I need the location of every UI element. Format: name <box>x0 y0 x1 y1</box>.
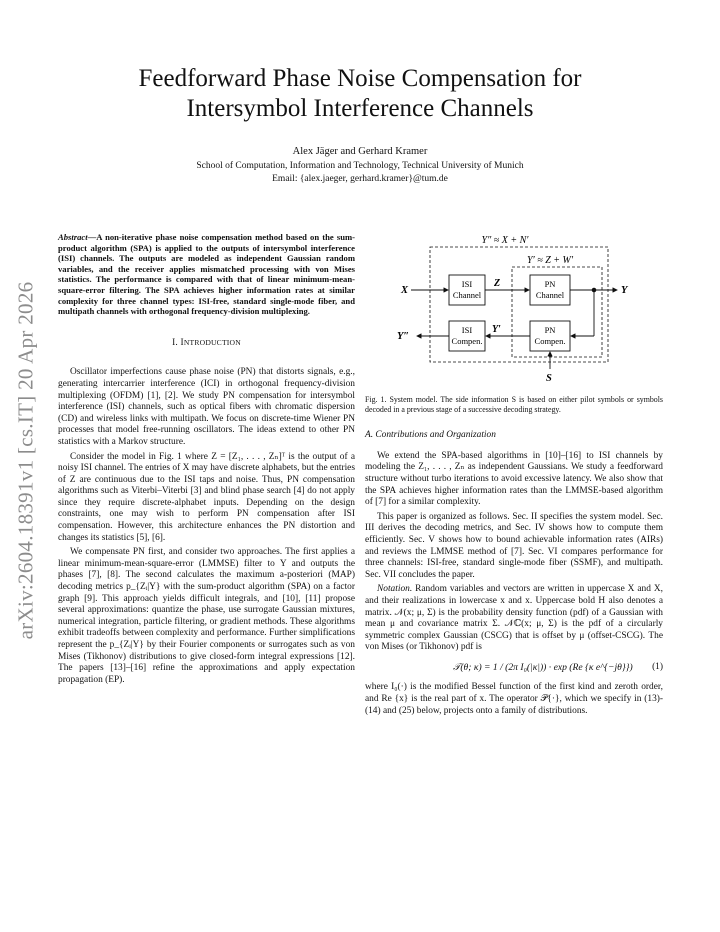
affiliation: School of Computation, Information and Technology, Technical University of Munich <box>196 161 524 171</box>
abstract-label: Abstract <box>58 232 88 242</box>
label-y-prime: Y′ <box>492 324 501 335</box>
label-top-approx: Y″ ≈ X + N′ <box>481 235 529 246</box>
label-s: S <box>546 373 552 384</box>
arxiv-id-text: arXiv:2604.18391v1 [cs.IT] 20 Apr 2026 <box>13 281 38 639</box>
subsection-heading-a: A. Contributions and Organization <box>365 430 496 441</box>
authors: Alex Jäger and Gerhard Kramer <box>292 146 428 157</box>
paper-title <box>60 64 660 124</box>
section-title-initial: I <box>180 337 184 348</box>
intro-paragraph-3: We compensate PN first, and consider two approaches. The first applies a linear minimum-mean-square-error (LMMSE) filter to Y and outputs the phases [7], [8]. The second calculates the maximum a-posteriori (MAP) decoding metrics p_{Zᵢ|Y} with the sum-product algorithm (SPA) on a factor graph [9]. This approach yields difficult integrals, and [10], [11] propose several approximations: quantize the phase, use surrogate Gaussian mixtures, numerical integration, particle filtering, or gradient methods. These algorithms exhibit tradeoffs between complexity and performance. Further simplifications represent the p_{Zᵢ|Y} by their Fourier components or surrogates such as von Mises (Tikhonov) distributions to give closed-form integral expressions [12]. The papers [13]–[16] refine the approximations and apply expectation propagation (EP). <box>58 547 355 685</box>
system-model-figure <box>365 231 663 389</box>
arxiv-identifier <box>6 250 46 670</box>
title-line-2: Intersymbol Interference Channels <box>186 95 534 122</box>
label-z: Z <box>494 278 501 289</box>
right-column <box>365 231 663 717</box>
label-x: X <box>401 285 409 296</box>
pn-compen-label-1: PN <box>544 325 556 335</box>
system-model-diagram <box>365 231 663 389</box>
email: Email: {alex.jaeger, gerhard.kramer}@tum.de <box>272 174 448 184</box>
equation-1 <box>365 662 663 674</box>
figure-caption: Fig. 1. System model. The side information S is based on either pilot symbols or symbols decoded in a previous stage of a successive decoding strategy. <box>365 395 663 414</box>
abstract-text: —A non-iterative phase noise compensation method based on the sum-product algorithm (SPA) is applied to the outputs of intersymbol interference (ISI) channels. The outputs are modeled as independent Gaussian random variables, and the receiver applies mismatched processing with von Mises statistics. The performance is compared with that of linear minimum-mean-square-error filtering. The SPA achieves higher information rates at similar complexity for three channel types: ISI-free, standard single-mode fiber, and multipath channels with orthogonal frequency-division multiplexing. <box>58 232 355 317</box>
intro-paragraph-2: Consider the model in Fig. 1 where Z = [Z₁, . . . , Zₙ]ᵀ is the output of a noisy ISI channel. The entries of X may have discrete alphabets, but the entries of Z are continuous due to the ISI taps and noise. Thus, PN compensation algorithms such as Viterbi–Viterbi [3] and blind phase search [4] do not apply since they require discrete-alphabet inputs. Depending on the design constraints, one may wish to perform PN compensation after ISI compensation. However, this architecture enhances the PN distortion and changes its statistics [5], [6]. <box>58 451 355 543</box>
equation-body: 𝒯(θ; κ) = 1 / (2π I₀(|κ|)) · exp (Re {κ e^{−jθ}}) <box>453 661 633 673</box>
title-line-1: Feedforward Phase Noise Compensation for <box>138 65 582 92</box>
section-heading-introduction <box>58 337 355 350</box>
pn-channel-label-2: Channel <box>535 290 565 300</box>
label-y: Y <box>621 285 628 296</box>
equation-number: (1) <box>652 661 663 672</box>
notation-label: Notation. <box>377 584 413 595</box>
section-title-rest: NTRODUCTION <box>183 337 241 347</box>
isi-compen-label-2: Compen. <box>451 336 483 346</box>
after-equation-paragraph: where I₀(·) is the modified Bessel function of the first kind and zeroth order, and Re {x} is the real part of x. The operator 𝒫{·}, which we specify in (13)-(14) and (25) below, projects onto a family of distributions. <box>365 682 663 716</box>
isi-channel-label-2: Channel <box>452 290 482 300</box>
intro-paragraph-1: Oscillator imperfections cause phase noise (PN) that distorts signals, e.g., generating intercarrier interference (ICI) in orthogonal frequency-division multiplexing (OFDM) [1], [2]. We study PN compensation for intersymbol interference (ISI) channels, such as optical fibers with chromatic dispersion (CD) and wireless links with multipath. We focus on discrete-time Wiener PN processes that model free-running oscillators. The ideas extend to other PN statistics with a Markov structure. <box>58 367 355 447</box>
notation-text: Random variables and vectors are written in uppercase X and X, and their realizations in lowercase x and x. Uppercase bold H also denotes a matrix. 𝒩(x; μ, Σ) is the probability density function (pdf) of a Gaussian with mean μ and covariance matrix Σ. 𝒩ℂ(x; μ, Σ) is the pdf of a circularly symmetric complex Gaussian (CSCG) that is offset by μ (offset-CSCG). The von Mises (or Tikhonov) pdf is <box>365 584 663 653</box>
pn-compen-label-2: Compen. <box>534 336 566 346</box>
isi-compen-label-1: ISI <box>461 325 473 335</box>
pn-channel-label-1: PN <box>544 279 556 289</box>
label-y-double-prime: Y″ <box>397 331 410 342</box>
contrib-paragraph-2: This paper is organized as follows. Sec. II specifies the system model. Sec. III derives the decoding metrics, and Sec. IV shows how to compute them efficiently. Sec. V shows how to bound achievable information rates (AIRs) and reviews the LMMSE method of [7]. Sec. VI compares performance for three channels: ISI-free, standard single-mode fiber (SSMF), and multipath. Sec. VII concludes the paper. <box>365 511 663 580</box>
isi-channel-label-1: ISI <box>461 279 473 289</box>
left-column <box>58 232 355 689</box>
abstract <box>58 232 355 317</box>
label-inner-approx: Y′ ≈ Z + W′ <box>526 255 574 266</box>
section-number: I. <box>172 337 181 348</box>
notation-paragraph <box>365 584 663 654</box>
contrib-paragraph-1: We extend the SPA-based algorithms in [10]–[16] to ISI channels by modeling the Z₁, . . . , Zₙ as independent Gaussians. We study a feedforward structure without turbo iterations to avoid excessive latency. We also show that the SPA achieves higher information rates than the LMMSE-based algorithm of [7] for a similar complexity. <box>365 450 663 508</box>
